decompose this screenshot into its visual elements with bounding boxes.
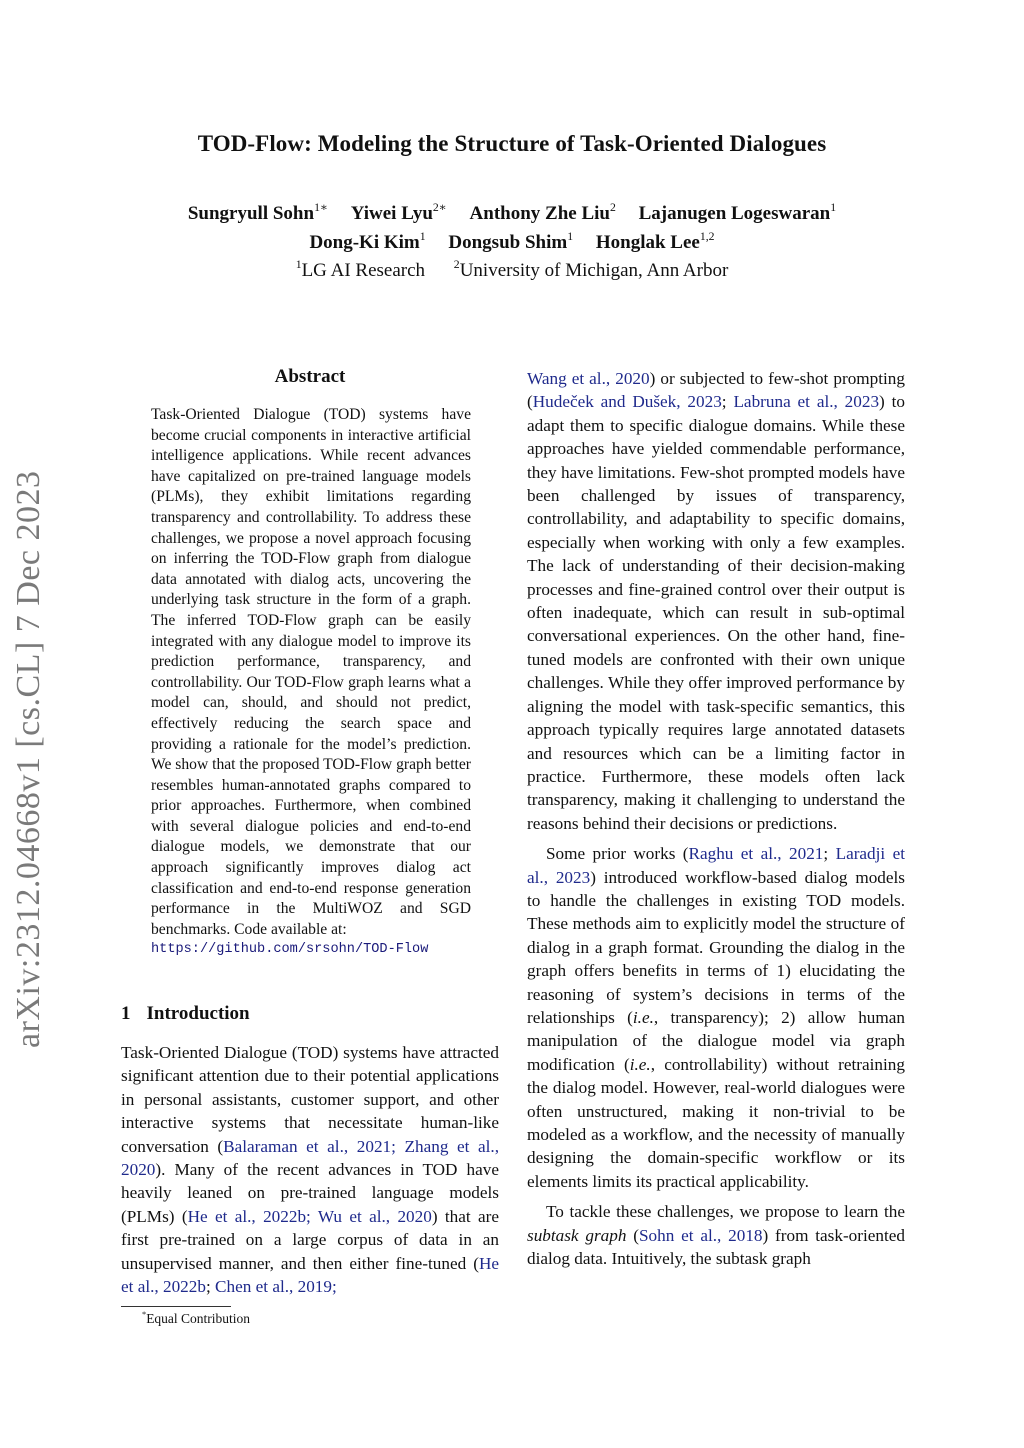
author: Dong-Ki Kim$^1$ [309, 229, 426, 253]
paragraph: Some prior works (Raghu et al., 2021; Laradji et al., 2023) introduced workflow-based dialog models to handle the challenges in existing TOD models. These methods aim to explicitly model the structure of dialog in a graph format. Grounding the dialog in the graph offers benefits in terms of 1) elucidating the reasoning of system’s decisions in terms of the relationships (i.e., transparency); 2) allow human manipulation of the dialogue model via graph modification (i.e., controllability) without retraining the dialog model. However, real-world dialogues were often unstructured, making it non-trivial to be modeled as a workflow, and the necessity of manually designing the domain-specific workflow or its elements limits its practical applicability. [527, 844, 906, 1191]
author: Lajanugen Logeswaran$^1$ [638, 200, 837, 224]
author-line-2 [0, 229, 1024, 254]
section-heading-introduction [121, 1003, 250, 1025]
citation-link[interactable]: Hudeček and Dušek, 2023 [532, 392, 722, 412]
section-title: Introduction [146, 1003, 250, 1024]
citation-link[interactable]: Balaraman et al., 2021; Zhang et al., 2020 [121, 1136, 499, 1180]
affiliation: $^1$LG AI Research [295, 257, 426, 281]
footnote-rule [121, 1306, 231, 1307]
citation-link[interactable]: He et al., 2022b; Wu et al., 2020 [187, 1206, 432, 1226]
author: Yiwei Lyu$^{2∗}$ [350, 200, 447, 224]
paragraph: Wang et al., 2020) or subjected to few-shot prompting (Hudeček and Dušek, 2023; Labruna et al., 2023) to adapt them to specific dialogue domains. While these approaches have yielded commendable performance, they have limitations. Few-shot prompted models have been challenged by issues of transparency, controllability, and adaptability to specific domains, especially when working with only a few examples. The lack of understanding of their decision-making processes and fine-grained control over their output is often inadequate, which can result in sub-optimal conversational experiences. On the other hand, fine-tuned models are confronted with their own unique challenges. While they offer improved performance by aligning the model with task-specific semantics, this approach typically requires large annotated datasets and resources which can be a limiting factor in practice. Furthermore, these models often lack transparency, making it challenging to understand the reasons behind their decisions or predictions. [527, 369, 905, 833]
author: Dongsub Shim$^1$ [448, 229, 574, 253]
citation-link[interactable]: Wang et al., 2020 [527, 369, 650, 388]
author: Sungryull Sohn$^{1∗}$ [187, 200, 328, 224]
arxiv-watermark: arXiv:2312.04668v1 [cs.CL] 7 Dec 2023 [10, 470, 47, 1048]
intro-paragraph: Task-Oriented Dialogue (TOD) systems have attracted significant attention due to their potential applications in personal assistants, customer support, and other interactive systems that necessitate human-like conversation (Balaraman et al., 2021; Zhang et al., 2020). Many of the recent advances in TOD have heavily leaned on pre-trained language models (PLMs) (He et al., 2022b; Wu et al., 2020) that are first pre-trained on a large corpus of data in an unsupervised manner, and then either fine-tuned (He et al., 2022b; Chen et al., 2019; [121, 1043, 500, 1297]
intro-column-right [527, 367, 905, 1270]
author: Anthony Zhe Liu$^2$ [469, 200, 616, 224]
author-line-1 [0, 200, 1024, 225]
citation-link[interactable]: Labruna et al., 2023 [733, 392, 880, 412]
paper-title: TOD-Flow: Modeling the Structure of Task-Oriented Dialogues [197, 131, 827, 156]
abstract-heading: Abstract [274, 366, 346, 387]
citation-link[interactable]: Sohn et al., 2018 [638, 1225, 763, 1245]
intro-column-left [121, 1041, 499, 1298]
abstract-text: Task-Oriented Dialogue (TOD) systems have become crucial components in interactive artificial intelligence applications. While recent advances have capitalized on pre-trained language models (PLMs), they exhibit limitations regarding transparency and controllability. To address these challenges, we propose a novel approach focusing on inferring the TOD-Flow graph from dialogue data annotated with dialog acts, uncovering the underlying task structure in the form of a graph. The inferred TOD-Flow graph can be easily integrated with any dialogue model to improve its prediction performance, transparency, and controllability. Our TOD-Flow graph learns what a model can, should, and should not predict, effectively reducing the search space and providing a rationale for the model’s prediction. We show that the proposed TOD-Flow graph better resembles human-annotated graphs compared to prior approaches. Furthermore, when combined with several dialogue policies and end-to-end dialogue models, we demonstrate that our approach significantly improves dialog act classification and end-to-end response generation performance in the MultiWOZ and SGD benchmarks. Code available at: [151, 406, 471, 938]
affiliations [0, 257, 1024, 282]
code-link[interactable]: https://github.com/srsohn/TOD-Flow [151, 942, 429, 958]
abstract-body [151, 405, 471, 961]
citation-link[interactable]: Laradji et al., 2023 [527, 844, 906, 887]
author: Honglak Lee$^{1,2}$ [595, 229, 715, 253]
footnote: *Equal Contribution [142, 1309, 251, 1326]
section-number: 1 [121, 1003, 131, 1024]
paragraph: To tackle these challenges, we propose to learn the subtask graph (Sohn et al., 2018) from task-oriented dialog data. Intuitively, the subtask graph [527, 1202, 905, 1269]
citation-link[interactable]: Raghu et al., 2021 [688, 844, 824, 864]
citation-link[interactable]: Chen et al., 2019; [215, 1277, 337, 1297]
citation-link[interactable]: He et al., 2022b [121, 1253, 499, 1297]
affiliation: $^2$University of Michigan, Ann Arbor [453, 257, 729, 281]
